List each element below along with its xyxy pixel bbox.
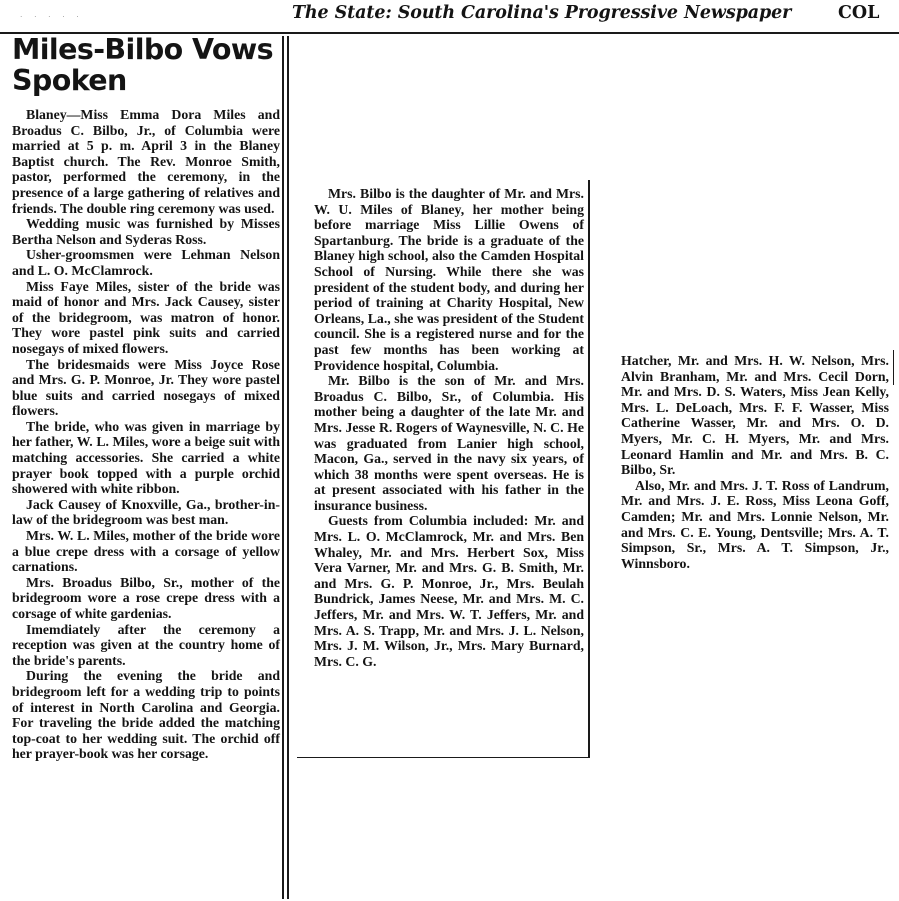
print-specks: · · · · · xyxy=(20,13,84,21)
paragraph: Usher-groomsmen were Lehman Nelson and L. O. McClamrock. xyxy=(12,247,280,278)
paragraph: Mrs. Broadus Bilbo, Sr., mother of the bridegroom wore a rose crepe dress with a corsage of white gardenias. xyxy=(12,574,280,621)
paragraph: Mrs. W. L. Miles, mother of the bride wore a blue crepe dress with a corsage of yellow carnations. xyxy=(12,528,280,575)
paragraph: Also, Mr. and Mrs. J. T. Ross of Landrum, Mr. and Mrs. J. E. Ross, Miss Leona Goff, Camden; Mr. and Mrs. Lonnie Nelson, Mr. and Mrs. C. E. Young, Dentsville; Mrs. A. T. Simpson, Sr., Mrs. A. T. Simpson, Jr., Winnsboro. xyxy=(621,477,889,571)
column-rule-3 xyxy=(588,180,590,758)
paragraph: Imemdiately after the ceremony a reception was given at the country home of the bride's parents. xyxy=(12,621,280,668)
article-column-2 xyxy=(314,186,584,669)
paragraph: Wedding music was furnished by Misses Bertha Nelson and Syderas Ross. xyxy=(12,216,280,247)
paragraph: The bride, who was given in marriage by her father, W. L. Miles, wore a beige suit with matching accessories. She carried a white prayer book topped with a purple orchid showered with white ribbon. xyxy=(12,418,280,497)
paragraph: Mr. Bilbo is the son of Mr. and Mrs. Broadus C. Bilbo, Sr., of Columbia. His mother being a daughter of the late Mr. and Mrs. Jesse R. Rogers of Waynesville, N. C. He was graduated from Lanier high school, Macon, Ga., served in the navy six years, of which 38 months were spent overseas. He is at present associated with his father in the insurance business. xyxy=(314,373,584,513)
paragraph: Miss Faye Miles, sister of the bride was maid of honor and Mrs. Jack Causey, sister of the bridegroom, was matron of honor. They wore pastel pink suits and carried nosegays of mixed flowers. xyxy=(12,278,280,356)
paragraph: During the evening the bride and bridegroom left for a wedding trip to points of interest in North Carolina and Georgia. For traveling the bride added the matching top-coat to her wedding suit. The orchid off her prayer-book was her corsage. xyxy=(12,668,280,762)
paragraph-dateline: Blaney—Miss Emma Dora Miles and Broadus C. Bilbo, Jr., of Columbia were married at 5 p. m. April 3 in the Blaney Baptist church. The Rev. Monroe Smith, pastor, performed the ceremony, in the presence of a large gathering of relatives and friends. The double ring ceremony was used. xyxy=(12,107,280,216)
paragraph: Guests from Columbia included: Mr. and Mrs. L. O. McClamrock, Mr. and Mrs. Ben Whaley, Mr. and Mrs. Herbert Sox, Miss Vera Varner, Mr. and Mrs. G. B. Smith, Mr. and Mrs. G. P. Monroe, Jr., Mrs. Beulah Bundrick, James Neese, Mr. and Mrs. M. C. Jeffers, Mr. and Mrs. W. T. Jeffers, Mr. and Mrs. A. S. Trapp, Mr. and Mrs. J. L. Nelson, Mrs. J. M. Wilson, Jr., Mrs. Mary Burnard, Mrs. C. G. xyxy=(314,513,584,669)
column-rule-4 xyxy=(893,350,894,385)
paragraph: Mrs. Bilbo is the daughter of Mr. and Mrs. W. U. Miles of Blaney, her mother being before marriage Miss Lillie Owens of Spartanburg. The bride is a graduate of the Blaney high school, also the Camden Hospital School of Nursing. While there she was president of the student body, and during her period of training at Charity Hospital, New Orleans, La., she was president of the Student council. She is a registered nurse and for the past few months has been working at Providence hospital, Columbia. xyxy=(314,186,584,373)
article-column-1 xyxy=(12,107,280,762)
paragraph: The bridesmaids were Miss Joyce Rose and Mrs. G. P. Monroe, Jr. They wore pastel blue suits and carried nosegays of mixed flowers. xyxy=(12,356,280,419)
column-bottom-rule xyxy=(297,757,590,758)
paragraph: Jack Causey of Knoxville, Ga., brother-in-law of the bridegroom was best man. xyxy=(12,496,280,528)
column-rule-2 xyxy=(287,36,289,899)
headline: Miles-Bilbo Vows Spoken xyxy=(12,33,273,97)
section-label: COL xyxy=(838,3,880,23)
masthead xyxy=(0,0,899,34)
article-column-3 xyxy=(621,353,889,571)
column-rule-1 xyxy=(282,36,284,899)
paragraph: Hatcher, Mr. and Mrs. H. W. Nelson, Mrs. Alvin Branham, Mr. and Mrs. Cecil Dorn, Mr. and Mrs. D. S. Waters, Miss Jean Kelly, Mrs. L. DeLoach, Mrs. F. F. Wasser, Miss Catherine Wasser, Mr. and Mrs. O. D. Myers, Mr. C. H. Myers, Mr. and Mrs. Leonard Hamlin and Mr. and Mrs. B. C. Bilbo, Sr. xyxy=(621,353,889,478)
newspaper-title: The State: South Carolina's Progressive Newspaper xyxy=(292,3,792,23)
